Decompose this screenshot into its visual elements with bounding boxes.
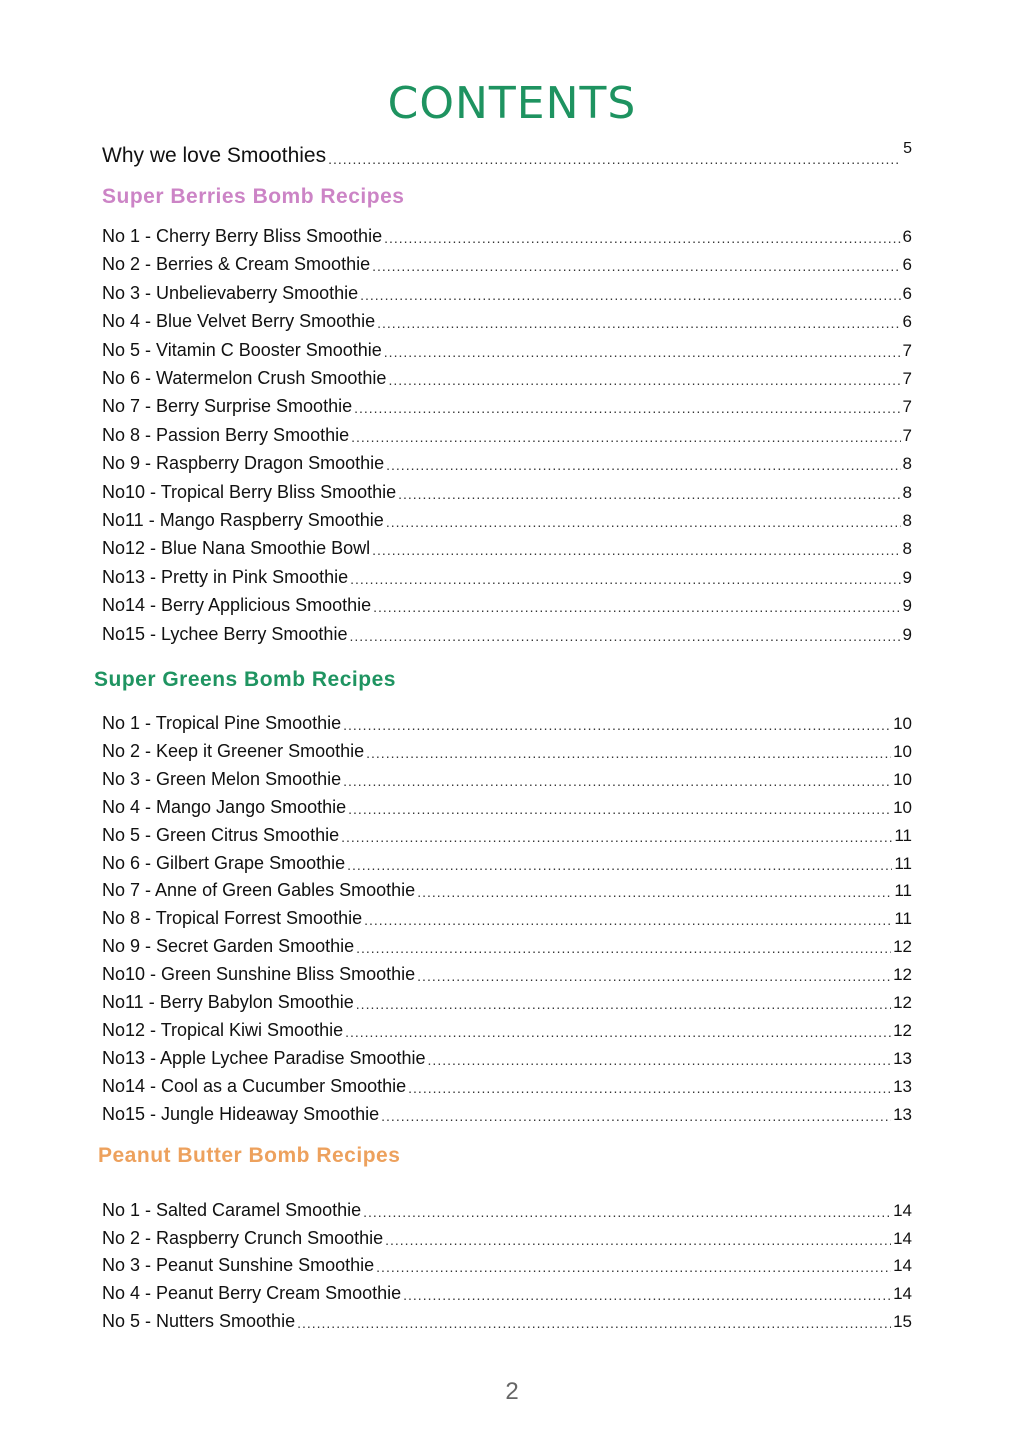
toc-entry-page: 6 [902, 312, 912, 332]
toc-entry-page: 11 [894, 909, 912, 929]
dot-leader [360, 286, 900, 304]
page-title: CONTENTS [387, 78, 637, 129]
dot-leader [341, 828, 892, 846]
toc-entry[interactable] [102, 797, 912, 818]
toc-entry-page: 14 [893, 1256, 912, 1276]
toc-entry[interactable] [102, 908, 912, 929]
dot-leader [388, 371, 900, 389]
toc-entry-page: 9 [902, 596, 912, 616]
toc-entry[interactable] [102, 595, 912, 616]
section-heading-greens: Super Greens Bomb Recipes [94, 668, 396, 691]
toc-entry[interactable] [102, 396, 912, 417]
toc-entry[interactable] [102, 853, 912, 874]
toc-entry[interactable] [102, 1311, 912, 1332]
toc-entry[interactable] [102, 936, 912, 957]
toc-entry-label: No 5 - Vitamin C Booster Smoothie [102, 339, 382, 360]
toc-entry-label: No10 - Tropical Berry Bliss Smoothie [102, 481, 397, 502]
page-number: 2 [505, 1378, 519, 1405]
dot-leader [363, 1203, 891, 1221]
toc-entry-label: No 7 - Berry Surprise Smoothie [102, 396, 353, 417]
toc-entry[interactable] [102, 741, 912, 762]
dot-leader [347, 856, 892, 874]
toc-entry-label: No 9 - Secret Garden Smoothie [102, 936, 355, 957]
dot-leader [356, 995, 891, 1013]
dot-leader [356, 939, 891, 957]
toc-entry-label: No 1 - Tropical Pine Smoothie [102, 713, 342, 733]
dot-leader [373, 598, 900, 616]
dot-leader [349, 627, 900, 645]
toc-entry-label: No15 - Jungle Hideaway Smoothie [102, 1103, 380, 1124]
toc-entry-label: No 6 - Watermelon Crush Smoothie [102, 368, 387, 388]
dot-leader [348, 800, 891, 818]
dot-leader [364, 911, 892, 929]
dot-leader [372, 541, 900, 559]
toc-entry-page: 13 [893, 1076, 912, 1096]
dot-leader [328, 150, 901, 168]
dot-leader [386, 513, 901, 531]
dot-leader [398, 485, 900, 503]
toc-entry-page: 6 [902, 227, 912, 246]
toc-entry-label: No 2 - Raspberry Crunch Smoothie [102, 1227, 384, 1248]
toc-entry[interactable] [102, 624, 912, 645]
dot-leader [354, 399, 900, 417]
toc-entry-page: 12 [893, 1020, 912, 1040]
toc-entry-label: No 5 - Nutters Smoothie [102, 1310, 296, 1331]
toc-entry[interactable] [102, 1228, 912, 1249]
toc-entry-label: No11 - Berry Babylon Smoothie [102, 992, 354, 1012]
toc-entry-page: 10 [893, 741, 912, 761]
toc-entry-label: No 3 - Unbelievaberry Smoothie [102, 282, 359, 303]
toc-entry-page: 5 [903, 140, 912, 157]
toc-entry-page: 7 [902, 425, 912, 445]
toc-entry-label: No 1 - Cherry Berry Bliss Smoothie [102, 226, 383, 246]
toc-entry-label: No 4 - Blue Velvet Berry Smoothie [102, 311, 376, 332]
toc-entry[interactable] [102, 1255, 912, 1276]
toc-entry[interactable] [102, 510, 912, 531]
toc-entry[interactable] [102, 713, 912, 734]
toc-entry-page: 12 [893, 937, 912, 957]
toc-entry-label: No 9 - Raspberry Dragon Smoothie [102, 453, 385, 474]
toc-entry[interactable] [102, 283, 912, 304]
dot-leader [343, 772, 891, 790]
toc-entry-page: 11 [894, 881, 912, 901]
dot-leader [372, 257, 900, 275]
toc-entry[interactable] [102, 1048, 912, 1069]
toc-entry-page: 12 [893, 993, 912, 1012]
toc-entry[interactable] [102, 254, 912, 275]
toc-entry-label: No 6 - Gilbert Grape Smoothie [102, 852, 346, 873]
toc-entry-page: 14 [893, 1228, 912, 1248]
section-heading-berries: Super Berries Bomb Recipes [102, 185, 405, 208]
dot-leader [386, 456, 900, 474]
toc-entry-label: No15 - Lychee Berry Smoothie [102, 623, 348, 644]
toc-entry-page: 13 [893, 1048, 912, 1068]
toc-entry[interactable] [102, 1104, 912, 1125]
dot-leader [384, 229, 900, 247]
toc-entry-page: 11 [894, 825, 912, 845]
dot-leader [428, 1051, 892, 1069]
toc-entry-label: No 8 - Passion Berry Smoothie [102, 424, 350, 445]
dot-leader [366, 744, 891, 762]
toc-entry-page: 9 [902, 567, 912, 587]
toc-entry-page: 10 [893, 769, 912, 789]
toc-entry-page: 7 [902, 397, 912, 417]
dot-leader [343, 716, 891, 734]
toc-entry-label: No 2 - Keep it Greener Smoothie [102, 740, 365, 761]
toc-entry[interactable] [102, 482, 912, 503]
toc-entry-page: 8 [902, 511, 912, 530]
toc-entry[interactable] [102, 567, 912, 588]
toc-entry[interactable] [102, 1283, 912, 1304]
toc-entry-label: No 5 - Green Citrus Smoothie [102, 824, 340, 845]
toc-entry-page: 10 [893, 797, 912, 817]
dot-leader [417, 883, 892, 901]
toc-entry[interactable] [102, 1020, 912, 1041]
toc-entry-label: No 8 - Tropical Forrest Smoothie [102, 908, 363, 929]
toc-entry-label: No 4 - Mango Jango Smoothie [102, 796, 347, 817]
toc-entry-label: No13 - Apple Lychee Paradise Smoothie [102, 1047, 426, 1068]
dot-leader [408, 1079, 891, 1097]
toc-entry-page: 6 [902, 283, 912, 303]
toc-entry-label: No 3 - Green Melon Smoothie [102, 768, 342, 789]
toc-entry[interactable] [102, 340, 912, 361]
toc-entry-label: No 1 - Salted Caramel Smoothie [102, 1200, 362, 1220]
toc-entry-intro[interactable] [102, 140, 912, 168]
dot-leader [385, 1231, 891, 1249]
toc-entry-page: 8 [902, 482, 912, 502]
toc-entry[interactable] [102, 368, 912, 389]
toc-entry-page: 8 [902, 539, 912, 559]
toc-entry-page: 7 [902, 369, 912, 388]
toc-entry-page: 14 [893, 1201, 912, 1220]
toc-entry-label: No12 - Tropical Kiwi Smoothie [102, 1019, 344, 1040]
toc-entry-page: 8 [902, 454, 912, 474]
dot-leader [403, 1286, 891, 1304]
dot-leader [297, 1314, 891, 1332]
toc-entry-label: No 4 - Peanut Berry Cream Smoothie [102, 1283, 402, 1304]
dot-leader [417, 967, 891, 985]
toc-entry[interactable] [102, 453, 912, 474]
toc-entry[interactable] [102, 425, 912, 446]
dot-leader [345, 1023, 891, 1041]
toc-entry-page: 10 [893, 714, 912, 733]
toc-entry[interactable] [102, 769, 912, 790]
toc-entry-label: Why we love Smoothies [102, 144, 327, 167]
section-heading-peanut: Peanut Butter Bomb Recipes [98, 1144, 401, 1167]
toc-entry-page: 12 [893, 965, 912, 985]
toc-entry[interactable] [102, 538, 912, 559]
toc-entry-page: 11 [894, 853, 912, 873]
toc-entry[interactable] [102, 311, 912, 332]
dot-leader [381, 1107, 891, 1125]
dot-leader [376, 1258, 891, 1276]
toc-entry[interactable] [102, 226, 912, 247]
toc-entry[interactable] [102, 1200, 912, 1221]
toc-entry-page: 9 [902, 624, 912, 644]
toc-entry-label: No12 - Blue Nana Smoothie Bowl [102, 538, 371, 559]
toc-entry[interactable] [102, 964, 912, 985]
toc-entry[interactable] [102, 1076, 912, 1097]
toc-entry-label: No11 - Mango Raspberry Smoothie [102, 510, 384, 530]
toc-entry-page: 14 [893, 1284, 912, 1304]
toc-entry-label: No14 - Berry Applicious Smoothie [102, 595, 372, 616]
dot-leader [350, 570, 900, 588]
toc-entry-page: 15 [893, 1311, 912, 1331]
toc-entry[interactable] [102, 825, 912, 846]
toc-entry-label: No13 - Pretty in Pink Smoothie [102, 566, 349, 587]
toc-entry[interactable] [102, 880, 912, 901]
toc-entry-label: No14 - Cool as a Cucumber Smoothie [102, 1075, 407, 1096]
toc-entry-label: No 2 - Berries & Cream Smoothie [102, 254, 371, 275]
toc-entry-page: 13 [893, 1104, 912, 1124]
toc-entry-page: 6 [902, 255, 912, 275]
dot-leader [351, 428, 900, 446]
toc-entry-label: No 7 - Anne of Green Gables Smoothie [102, 880, 416, 901]
toc-entry-page: 7 [902, 340, 912, 360]
toc-entry[interactable] [102, 992, 912, 1013]
toc-entry-label: No 3 - Peanut Sunshine Smoothie [102, 1255, 375, 1276]
dot-leader [377, 314, 900, 332]
toc-entry-label: No10 - Green Sunshine Bliss Smoothie [102, 964, 416, 985]
dot-leader [384, 343, 901, 361]
